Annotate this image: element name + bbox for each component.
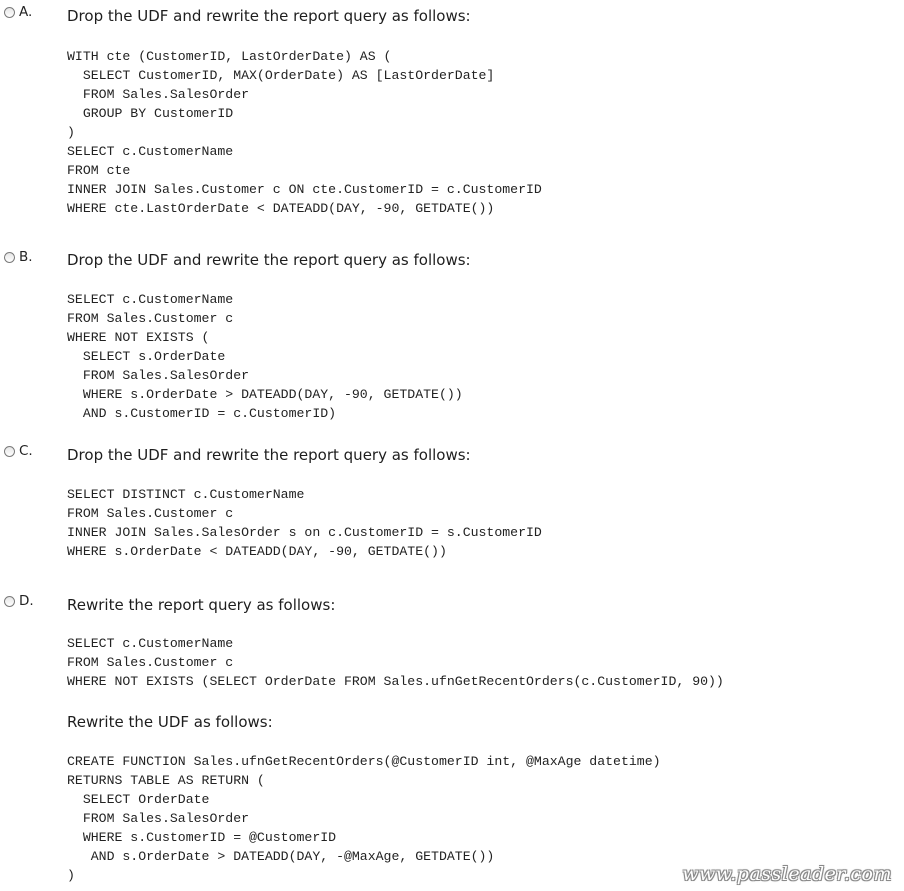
option-b-code: SELECT c.CustomerName FROM Sales.Customer c WHERE NOT EXISTS ( SELECT s.OrderDate FROM Sales.SalesOrder WHERE s.OrderDate > DATEADD(DAY, -90, GETDATE()) AND s.CustomerID = c.CustomerID) [67, 292, 463, 421]
option-d-udf-text: Rewrite the UDF as follows: [67, 713, 273, 731]
option-d-udf-code: CREATE FUNCTION Sales.ufnGetRecentOrders(@CustomerID int, @MaxAge datetime) RETURNS TABLE AS RETURN ( SELECT OrderDate FROM Sales.SalesOrder WHERE s.CustomerID = @CustomerID AND s.OrderDate > DATEADD(DAY, -@MaxAge, GETDATE()) ) [67, 754, 661, 883]
option-c-text: Drop the UDF and rewrite the report query as follows: [67, 446, 471, 464]
option-d-text: Rewrite the report query as follows: [67, 596, 336, 614]
option-a-radio[interactable] [4, 7, 15, 18]
option-b-radio[interactable] [4, 252, 15, 263]
option-c-radio-row[interactable] [4, 443, 33, 459]
option-b-radio-row[interactable] [4, 249, 33, 265]
option-c-radio[interactable] [4, 446, 15, 457]
option-b-text: Drop the UDF and rewrite the report query as follows: [67, 251, 471, 269]
option-c-letter: C. [19, 443, 33, 459]
option-a-code: WITH cte (CustomerID, LastOrderDate) AS ( SELECT CustomerID, MAX(OrderDate) AS [LastOrderDate] FROM Sales.SalesOrder GROUP BY CustomerID ) SELECT c.CustomerName FROM cte INNER JOIN Sales.Customer c ON cte.CustomerID = c.CustomerID WHERE cte.LastOrderDate < DATEADD(DAY, -90, GETDATE()) [67, 49, 542, 216]
option-a-text: Drop the UDF and rewrite the report query as follows: [67, 7, 471, 25]
option-c-code: SELECT DISTINCT c.CustomerName FROM Sales.Customer c INNER JOIN Sales.SalesOrder s on c.CustomerID = s.CustomerID WHERE s.OrderDate < DATEADD(DAY, -90, GETDATE()) [67, 487, 542, 559]
option-d-letter: D. [19, 593, 34, 609]
option-a-radio-row[interactable] [4, 4, 32, 20]
watermark: www.passleader.com [682, 863, 892, 885]
option-a-letter: A. [19, 4, 33, 20]
option-b-letter: B. [19, 249, 33, 265]
option-d-radio[interactable] [4, 596, 15, 607]
option-d-radio-row[interactable] [4, 593, 34, 609]
option-d-code: SELECT c.CustomerName FROM Sales.Customer c WHERE NOT EXISTS (SELECT OrderDate FROM Sales.ufnGetRecentOrders(c.CustomerID, 90)) [67, 636, 724, 689]
